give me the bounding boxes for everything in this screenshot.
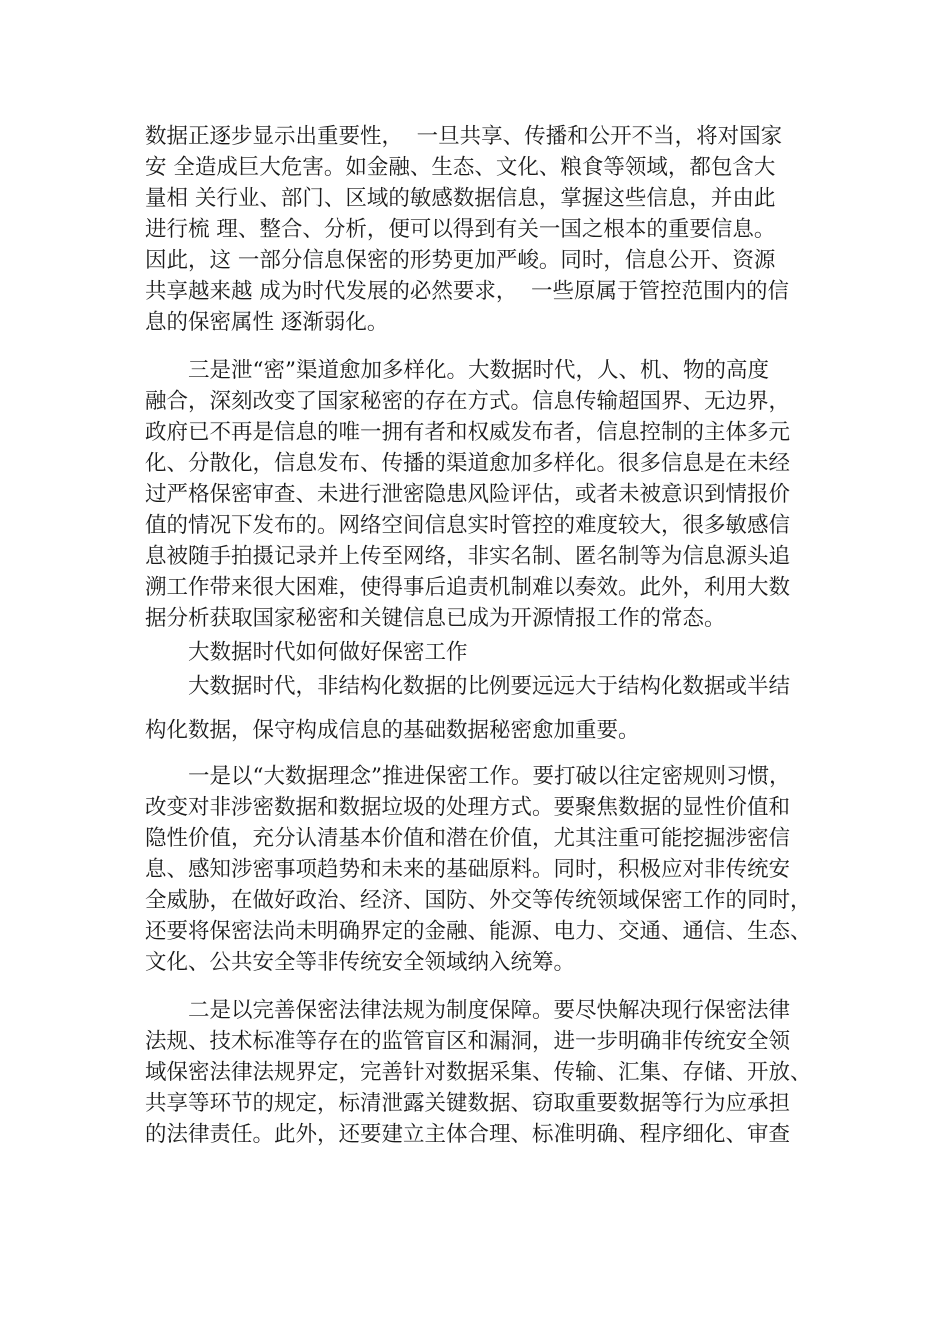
section-heading: 大数据时代如何做好保密工作	[188, 640, 468, 665]
text-line: 进行梳 理、整合、分析，便可以得到有关一国之根本的重要信息。	[145, 217, 776, 242]
text-line: 一是以“大数据理念”推进保密工作。要打破以往定密规则习惯，	[188, 764, 791, 789]
text-line: 域保密法律法规界定，完善针对数据采集、传输、汇集、存储、开放、	[145, 1060, 812, 1085]
text-line: 息的保密属性 逐渐弱化。	[145, 310, 389, 335]
text-line: 文化、公共安全等非传统安全领域纳入统筹。	[145, 950, 576, 975]
text-line: 改变对非涉密数据和数据垃圾的处理方式。要聚焦数据的显性价值和	[145, 795, 791, 820]
text-line: 值的情况下发布的。网络空间信息实时管控的难度较大，很多敏感信	[145, 513, 791, 538]
text-line: 二是以完善保密法律法规为制度保障。要尽快解决现行保密法律	[188, 998, 791, 1023]
text-line: 共享越来越 成为时代发展的必然要求， 一些原属于管控范围内的信	[145, 279, 790, 304]
text-line: 构化数据，保守构成信息的基础数据秘密愈加重要。	[145, 718, 640, 743]
text-line: 溯工作带来很大困难，使得事后追责机制难以奏效。此外，利用大数	[145, 575, 791, 600]
text-line: 共享等环节的规定，标清泄露关键数据、窃取重要数据等行为应承担	[145, 1091, 791, 1116]
text-line: 三是泄“密”渠道愈加多样化。大数据时代，人、机、物的高度	[188, 358, 769, 383]
text-line: 的法律责任。此外，还要建立主体合理、标准明确、程序细化、审查	[145, 1122, 791, 1147]
text-line: 息被随手拍摄记录并上传至网络，非实名制、匿名制等为信息源头追	[145, 544, 791, 569]
text-line: 还要将保密法尚未明确界定的金融、能源、电力、交通、通信、生态、	[145, 919, 812, 944]
text-line: 量相 关行业、部门、区域的敏感数据信息，掌握这些信息，并由此	[145, 186, 776, 211]
text-line: 过严格保密审查、未进行泄密隐患风险评估，或者未被意识到情报价	[145, 482, 791, 507]
text-line: 大数据时代，非结构化数据的比例要远远大于结构化数据或半结	[188, 674, 791, 699]
text-line: 全威胁，在做好政治、经济、国防、外交等传统领域保密工作的同时，	[145, 888, 812, 913]
text-line: 息、感知涉密事项趋势和未来的基础原料。同时，积极应对非传统安	[145, 857, 791, 882]
text-line: 隐性价值，充分认清基本价值和潜在价值，尤其注重可能挖掘涉密信	[145, 826, 791, 851]
text-line: 因此，这 一部分信息保密的形势更加严峻。同时，信息公开、资源	[145, 248, 776, 273]
text-line: 安 全造成巨大危害。如金融、生态、文化、粮食等领域，都包含大	[145, 155, 776, 180]
text-line: 化、分散化，信息发布、传播的渠道愈加多样化。很多信息是在未经	[145, 451, 791, 476]
text-line: 政府已不再是信息的唯一拥有者和权威发布者，信息控制的主体多元	[145, 420, 791, 445]
text-line: 融合，深刻改变了国家秘密的存在方式。信息传输超国界、无边界，	[145, 389, 791, 414]
text-line: 据分析获取国家秘密和关键信息已成为开源情报工作的常态。	[145, 606, 726, 631]
text-line: 法规、技术标准等存在的监管盲区和漏洞，进一步明确非传统安全领	[145, 1029, 791, 1054]
text-line: 数据正逐步显示出重要性， 一旦共享、传播和公开不当，将对国家	[145, 124, 783, 149]
